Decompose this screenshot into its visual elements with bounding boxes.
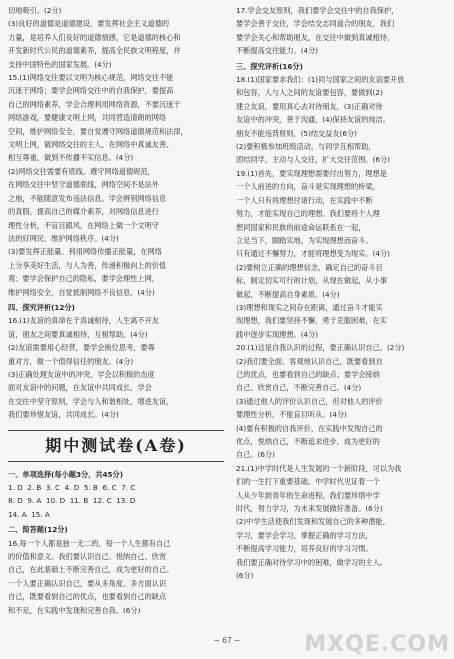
text-line: 17.学会交友原则，我们要学会交往中的自我保护， [236, 6, 399, 15]
text-line: 想同国家和民族的前途命运联系在一起， [236, 222, 366, 232]
text-line: 重对方，做一个值得信任的朋友。(4分) [8, 356, 134, 366]
text-line: 我们要正确对待学习中的困难，做学习的主人。 [236, 557, 387, 567]
text-line: 网络游戏，要健康文明上网，共同营造清朗的网络 [8, 113, 167, 123]
text-line: (3)理想和现实之间存在距离，通过奋斗才能实 [236, 302, 383, 312]
text-line: 一个人前进的方向，奋斗是实现理想的桥梁， [236, 182, 380, 192]
text-line: 要学会关心和帮助朋友，在交往中做到真诚相待， [236, 32, 395, 42]
text-line: 上分享美好生活，与人为善，传递积极向上的价值 [8, 260, 167, 270]
text-line: 优点，悦纳自己，不断追求进步，成为更好的 [236, 437, 380, 446]
text-line: 在网络交往中坚守道德底线，网络空间不是法外 [8, 180, 159, 190]
text-line: (6分) [236, 571, 254, 581]
text-line: 做起，不断提高自身素质。(4分) [236, 289, 340, 299]
text-line: 团结同学，主动与人交往，扩大交往范围。(6分) [236, 155, 390, 165]
text-line: 时代，努力学习，为未来发展做好准备。(6分) [236, 504, 383, 514]
text-line: 人从少年到青年的生命进程，我们要珍惜中学 [236, 490, 380, 500]
text-line: 19.(1)首先，要实现理想需要付出努力，理想是 [236, 168, 387, 178]
watermark-logo: MXQE.COM [304, 632, 450, 657]
text-line: 在交往中坚守原则，学会与人和谐相处，增进友谊， [8, 396, 174, 406]
text-line: 面对友谊中的问题，在友谊中共同成长，学会 [8, 383, 152, 393]
text-line: 沉迷于网络；要学会网络交往中的自我保护，要提高 [8, 86, 174, 96]
section-heading: 一、单项选择(每小题3分，共45分) [8, 469, 124, 479]
exam-title: 期中测试卷(A卷) [45, 435, 187, 455]
text-line: 的价值和意义。我们要认识自己、悦纳自己、欣赏 [8, 552, 167, 562]
text-line: 之地，不能随意发布违法信息。学会辨别网络信息 [8, 193, 167, 203]
text-line: 学习，要学会学习，掌握正确的学习方法， [236, 530, 373, 540]
text-line: 16.(1)友谊的真谛在于真诚相待，人生离不开友 [8, 316, 159, 326]
text-line: 要理性分析，不能盲目听从。(4分) [236, 410, 347, 420]
text-line: 努力，才能实现自己的理想。我们要将个人理 [236, 209, 380, 219]
section-heading: 二、简答题(12分) [8, 525, 68, 535]
text-line: 文明上网，做网络交往的主人，在网络中真诚友善、 [8, 140, 174, 150]
text-line: 8. D 9. A 10. D 11. B 12. C 13. D [8, 496, 136, 506]
text-line: 一个人要正确认识自己，要从多角度、多方面认识 [8, 578, 167, 588]
text-line: 们的一生打下重要基础。中学时代见证着一个 [236, 477, 380, 487]
left-column [8, 4, 224, 617]
text-line: 20.(1)这是自我认识的过程，要正确认识自己。(2分) [236, 343, 405, 353]
text-line: (2)友谊需要用心经营，要学会换位思考，要尊 [8, 343, 155, 353]
text-line: 观；要学会保护自己的隐私，要学会理性上网， [8, 274, 159, 284]
text-line: 自己，既要看到自己的优点，也要看到自己的缺点 [8, 592, 167, 602]
text-line: 法的好网民，维护网络秩序。(4分) [8, 233, 119, 243]
text-line: 开发新时代公民的道德素养，提高全民族文明程度，并 [8, 46, 181, 56]
text-line: 谊，朋友之间要真诚相待，互相帮助。(4分) [8, 329, 148, 339]
text-line: (3)正确处理友谊中的冲突，学会以积极的态度 [8, 369, 155, 379]
text-line: 不断提高学习能力，培养良好的学习习惯。 [236, 544, 373, 554]
page-number: ~ 67 ~ [213, 636, 241, 645]
text-line: 相互尊重，做到不传播不实信息。(4分) [8, 153, 134, 163]
text-line: 自己。(6分) [236, 450, 275, 460]
text-line: 我们要珍惜友谊，共同成长。(4分) [8, 410, 119, 420]
text-line: 14. A 15. A [8, 509, 50, 519]
text-line: 21.(1)中学时代是人生发展的一个新阶段，可以为我 [236, 463, 402, 473]
text-line: (2)要积极参加班级活动，与同学互相帮助， [236, 142, 376, 152]
text-line: 建立友谊，要用真心去对待朋友，(3)正确对待 [236, 101, 383, 111]
section-heading: 四、探究评析(12分) [8, 302, 75, 312]
text-line: 自己的网络素养，学会合理利用网络资源，不要沉迷于 [8, 99, 181, 109]
text-line: 和不足，在实践中发现和完善自我。(6分) [8, 605, 141, 615]
text-line: 友谊中的冲突，善于沟通，(4)保持友谊的纯洁。 [236, 115, 390, 125]
text-line: 己的优点，也要看到自己的缺点；要学会接纳 [236, 369, 380, 379]
text-line: 和包容，人与人之间的友谊要包容，要做到(2) [236, 88, 383, 98]
text-line: 只有通过不懈努力，才能将理想变为现实。(4分) [236, 249, 390, 259]
text-line: 要学会善于交往，学会结交志同道合的朋友，我们 [236, 19, 395, 29]
text-line: 现理想，我们要坚持不懈，勇于克服困难，在实 [236, 316, 387, 326]
text-line: 18.(1)国家要求我们：(1)同与国家之间的友谊要开放 [236, 75, 405, 85]
text-line: 16.每一个人都是独一无二的，每一个人生都有自己 [8, 538, 171, 548]
text-line: 支持中国特色的国家发展。(4分) [8, 59, 112, 69]
section-heading: 三、探究评析(16分) [236, 61, 303, 71]
text-line: (2)网络交往需要有底线。遵守网络道德规范， [8, 166, 155, 176]
text-line: (2)中学生活使我们发现和发展自己的多种潜能， [236, 517, 390, 527]
text-line: 力量，是培养人们良好的道德情感，它是道德的核心和 [8, 32, 181, 42]
text-line: 切地吸引。(2分) [8, 6, 62, 15]
text-line: 的真假，提高自己的媒介素养，对网络信息进行 [8, 207, 159, 217]
text-line: (4)要有积极的自我评价，在实践中发现自己的 [236, 423, 383, 433]
text-line: 践中逐步实现理想。(4分) [236, 329, 319, 339]
text-line: 标，制定切实可行的计划，从现在做起，从小事 [236, 276, 387, 286]
text-line: 空间，维护网络安全，要自觉遵守网络道德规范和法律， [8, 126, 188, 136]
text-line: 维护网络安全，自觉抵制网络不良信息。(4分) [8, 287, 155, 297]
text-line: (3)通过他人的评价认识自己，但对他人的评价 [236, 396, 383, 406]
text-line: 自己，在此基础上不断完善自己，成为更好的自己。 [8, 565, 174, 575]
text-line: 立足当下，脚踏实地，为实现理想而奋斗。 [236, 235, 373, 245]
text-line: 1. D 2. B 3. C 4. D 5. B 6. C 7. C [8, 483, 136, 492]
text-line: (2)我们要全面、客观地认识自己，既要看到自 [236, 356, 383, 366]
text-line: (3)良好的道德是道德建设，要发挥社会主义道德的 [8, 19, 170, 29]
text-line: 理性分析，不盲目跟风，在网络上做一个文明守 [8, 220, 159, 230]
text-line: 15.(1)网络交往要以文明为核心规范，网络交往不能 [8, 73, 174, 83]
text-line: 朋友不能违背原则，(5)结交益友(6分) [236, 128, 357, 138]
right-column [236, 4, 448, 582]
text-line: (2)要树立正确的理想信念，确定自己的奋斗目 [236, 262, 383, 272]
text-line: (3)要发挥正能量。利用网络传播正能量，在网络 [8, 247, 162, 257]
text-line: 一个人只有将理想付诸行动，在实践中不断 [236, 195, 373, 205]
text-line: 自己、欣赏自己，不断完善自己。(4分) [236, 383, 362, 393]
text-line: 不断提高交往能力。(4分) [236, 46, 319, 56]
exam-title-banner [8, 430, 224, 462]
